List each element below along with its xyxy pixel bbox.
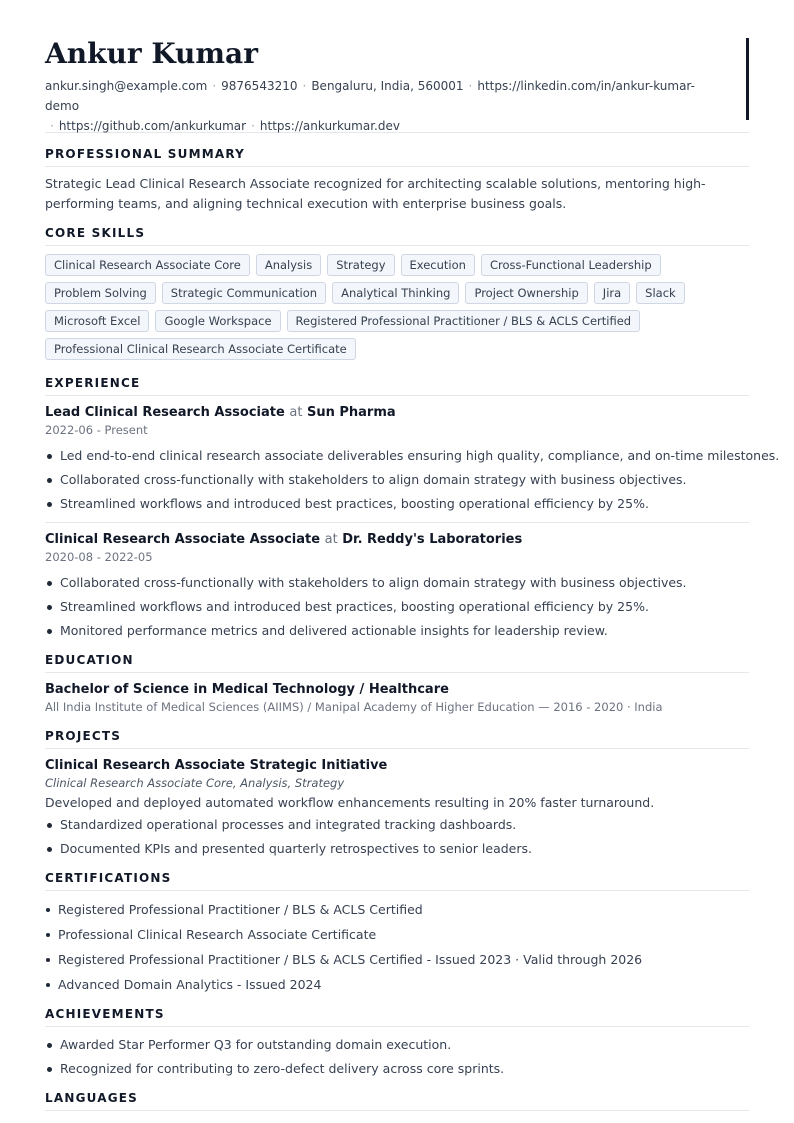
section-title-projects: PROJECTS [45, 729, 749, 749]
section-title-summary: PROFESSIONAL SUMMARY [45, 147, 749, 167]
skill-chip: Strategic Communication [162, 282, 326, 304]
contact-linkedin[interactable]: https://linkedin.com/in/ankur-kumar-demo [45, 79, 695, 113]
job-divider [45, 522, 749, 523]
job-bullets [45, 571, 749, 643]
certification-item: Registered Professional Practitioner / BLS & ACLS Certified - Issued 2023 · Valid through 2026 [45, 947, 749, 972]
job-bullet: Led end-to-end clinical research associate deliverables ensuring high quality, compliance, and on-time milestones. [45, 444, 749, 468]
achievement-item: Recognized for contributing to zero-defect delivery across core sprints. [45, 1057, 749, 1081]
job-bullet: Collaborated cross-functionally with stakeholders to align domain strategy with business objectives. [45, 468, 749, 492]
section-title-skills: CORE SKILLS [45, 226, 749, 246]
section-title-education: EDUCATION [45, 653, 749, 673]
project-tech: Clinical Research Associate Core, Analysis, Strategy [45, 776, 345, 790]
resume-page [45, 0, 780, 1111]
job-bullet: Streamlined workflows and introduced best practices, boosting operational efficiency by 25%. [45, 595, 749, 619]
header-accent-bar [746, 38, 749, 120]
achievements-list [45, 1033, 749, 1081]
job-bullets [45, 444, 780, 516]
experience-section [45, 376, 780, 643]
achievements-section [45, 1007, 749, 1081]
achievement-item: Awarded Star Performer Q3 for outstanding domain execution. [45, 1033, 749, 1057]
resume-header [45, 0, 749, 133]
job-bullet: Collaborated cross-functionally with stakeholders to align domain strategy with business objectives. [45, 571, 749, 595]
job-company: Sun Pharma [306, 405, 396, 420]
certification-item: Professional Clinical Research Associate Certificate [45, 922, 749, 947]
candidate-name: Ankur Kumar [45, 37, 258, 70]
contact-separator: · [212, 79, 217, 93]
summary-text: Strategic Lead Clinical Research Associate recognized for architecting scalable solutions, mentoring high-performing teams, and aligning technical execution with enterprise business goals. [45, 176, 706, 211]
skill-chip: Professional Clinical Research Associate Certificate [45, 338, 356, 360]
languages-section [45, 1091, 749, 1111]
contact-github[interactable]: https://github.com/ankurkumar [58, 119, 247, 133]
contact-email[interactable]: ankur.singh@example.com [45, 79, 208, 93]
skills-list [45, 254, 749, 360]
section-title-languages: LANGUAGES [45, 1091, 749, 1111]
skill-chip: Analysis [256, 254, 321, 276]
certifications-list [45, 897, 749, 997]
section-title-achievements: ACHIEVEMENTS [45, 1007, 749, 1027]
skill-chip: Clinical Research Associate Core [45, 254, 250, 276]
project-description: Developed and deployed automated workflow enhancements resulting in 20% faster turnaround. [45, 795, 655, 810]
education-section [45, 653, 749, 715]
job-title [45, 531, 749, 549]
project-bullets [45, 813, 749, 861]
job-dates: 2022-06 - Present [45, 423, 148, 437]
skills-section [45, 226, 749, 360]
job-at: at [324, 532, 338, 547]
skill-chip: Slack [636, 282, 685, 304]
certification-item: Registered Professional Practitioner / BLS & ACLS Certified [45, 897, 749, 922]
job-role: Lead Clinical Research Associate [45, 405, 285, 420]
contact-separator: · [302, 79, 307, 93]
section-title-experience: EXPERIENCE [45, 376, 749, 396]
job-bullet: Monitored performance metrics and delivered actionable insights for leadership review. [45, 619, 749, 643]
contact-line [45, 76, 725, 136]
job-role: Clinical Research Associate Associate [45, 532, 321, 547]
skill-chip: Problem Solving [45, 282, 156, 304]
skill-chip: Project Ownership [465, 282, 587, 304]
job-dates: 2020-08 - 2022-05 [45, 550, 153, 564]
skill-chip: Registered Professional Practitioner / BLS & ACLS Certified [287, 310, 641, 332]
job-bullet: Streamlined workflows and introduced best practices, boosting operational efficiency by 25%. [45, 492, 749, 516]
education-degree: Bachelor of Science in Medical Technology / Healthcare [45, 682, 449, 697]
certification-item: Advanced Domain Analytics - Issued 2024 [45, 972, 749, 997]
skill-chip: Strategy [327, 254, 394, 276]
contact-website[interactable]: https://ankurkumar.dev [259, 119, 400, 133]
contact-separator: · [251, 119, 255, 133]
job-entry [45, 404, 780, 516]
job-at: at [289, 405, 303, 420]
projects-section [45, 729, 749, 861]
education-meta: All India Institute of Medical Sciences (AIIMS) / Manipal Academy of Higher Education — 2016 - 2020 · India [45, 700, 663, 714]
summary-section [45, 147, 749, 214]
project-name: Clinical Research Associate Strategic Initiative [45, 758, 388, 773]
skill-chip: Cross-Functional Leadership [481, 254, 661, 276]
certifications-section [45, 871, 749, 997]
skill-chip: Execution [401, 254, 475, 276]
contact-location: Bengaluru, India, 560001 [311, 79, 464, 93]
project-bullet: Standardized operational processes and integrated tracking dashboards. [45, 813, 749, 837]
skill-chip: Jira [594, 282, 630, 304]
contact-separator: · [50, 119, 54, 133]
contact-phone[interactable]: 9876543210 [221, 79, 298, 93]
job-company: Dr. Reddy's Laboratories [342, 532, 523, 547]
skill-chip: Analytical Thinking [332, 282, 459, 304]
contact-separator: · [468, 79, 473, 93]
skill-chip: Google Workspace [155, 310, 280, 332]
job-title [45, 404, 749, 422]
job-entry [45, 531, 749, 643]
project-bullet: Documented KPIs and presented quarterly retrospectives to senior leaders. [45, 837, 749, 861]
skill-chip: Microsoft Excel [45, 310, 149, 332]
section-title-certifications: CERTIFICATIONS [45, 871, 749, 891]
